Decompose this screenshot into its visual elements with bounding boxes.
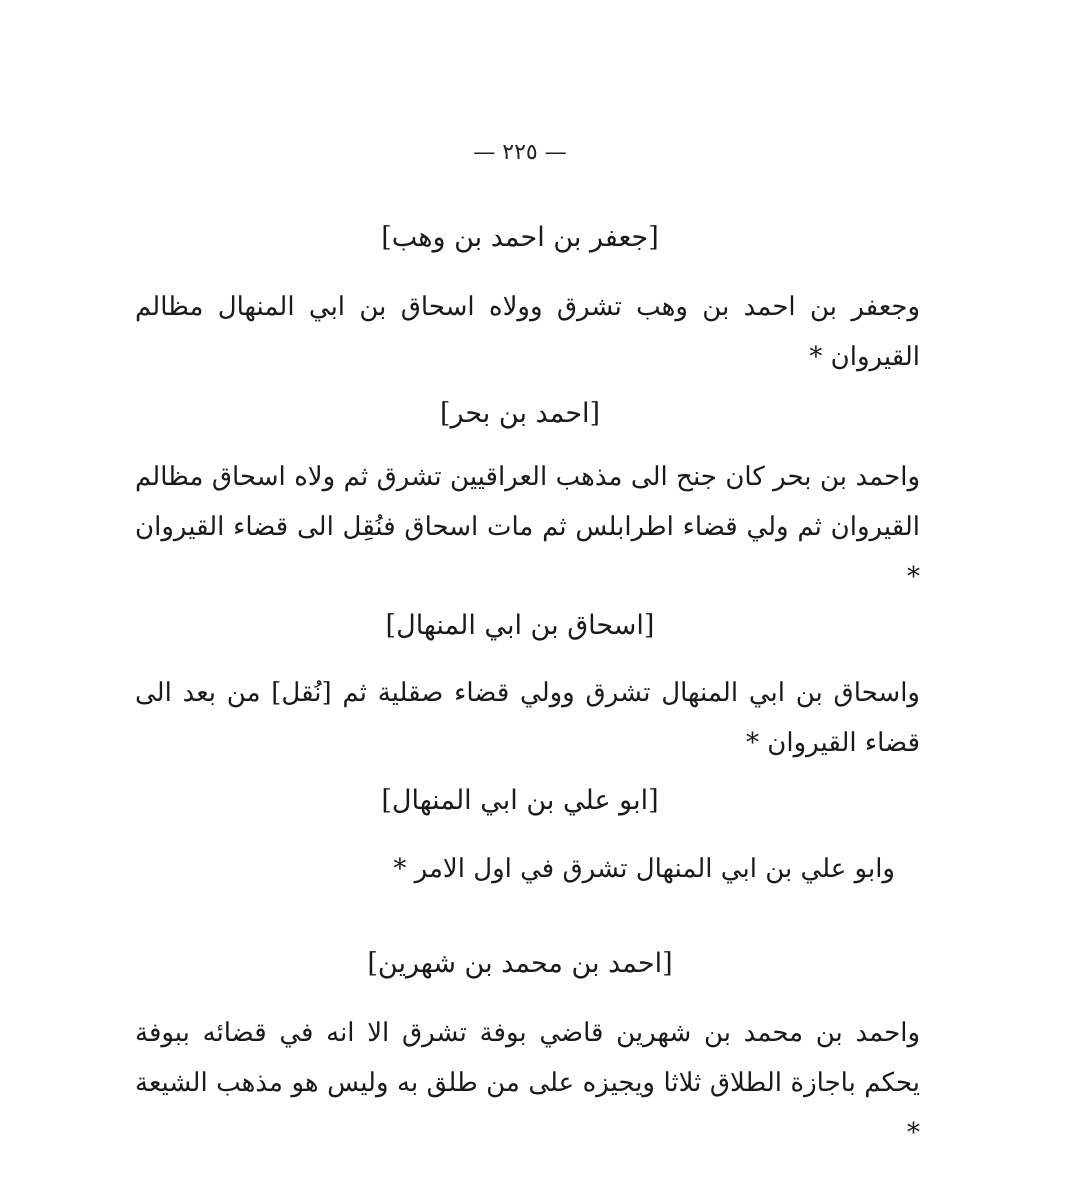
section-heading-jafar-ibn-ahmad: [جعفر بن احمد بن وهب]: [381, 222, 659, 253]
page-number: — ٢٢٥ —: [473, 140, 567, 165]
section-heading-ishaq-ibn-abi-al-minhal: [اسحاق بن ابي المنهال]: [385, 610, 655, 641]
section-text-abu-ali-ibn-abi-al-minhal: وابو علي بن ابي المنهال تشرق في اول الامر *: [393, 854, 895, 884]
section-text-jafar-ibn-ahmad: وجعفر بن احمد بن وهب تشرق وولاه اسحاق بن ابي المنهال مظالم القيروان *: [135, 292, 920, 372]
section-text-ahmad-ibn-muhammad-ibn-shahrin: واحمد بن محمد بن شهرين قاضي بوفة تشرق الا انه في قضائه ببوفة يحكم باجازة الطلاق ثلاثا ويجيزه على من طلق به وليس هو مذهب الشيعة *: [135, 1018, 920, 1148]
section-heading-ahmad-ibn-bahr: [احمد بن بحر]: [439, 398, 601, 429]
section-text-ahmad-ibn-bahr: واحمد بن بحر كان جنح الى مذهب العراقيين تشرق ثم ولاه اسحاق مظالم القيروان ثم ولي قضاء اطرابلس ثم مات اسحاق فنُقِل الى قضاء القيروان *: [135, 462, 920, 592]
section-text-ishaq-ibn-abi-al-minhal: واسحاق بن ابي المنهال تشرق وولي قضاء صقلية ثم [نُقل] من بعد الى قضاء القيروان *: [135, 678, 920, 758]
section-heading-abu-ali-ibn-abi-al-minhal: [ابو علي بن ابي المنهال]: [381, 785, 659, 816]
section-heading-ahmad-ibn-muhammad-ibn-shahrin: [احمد بن محمد بن شهرين]: [367, 948, 673, 979]
